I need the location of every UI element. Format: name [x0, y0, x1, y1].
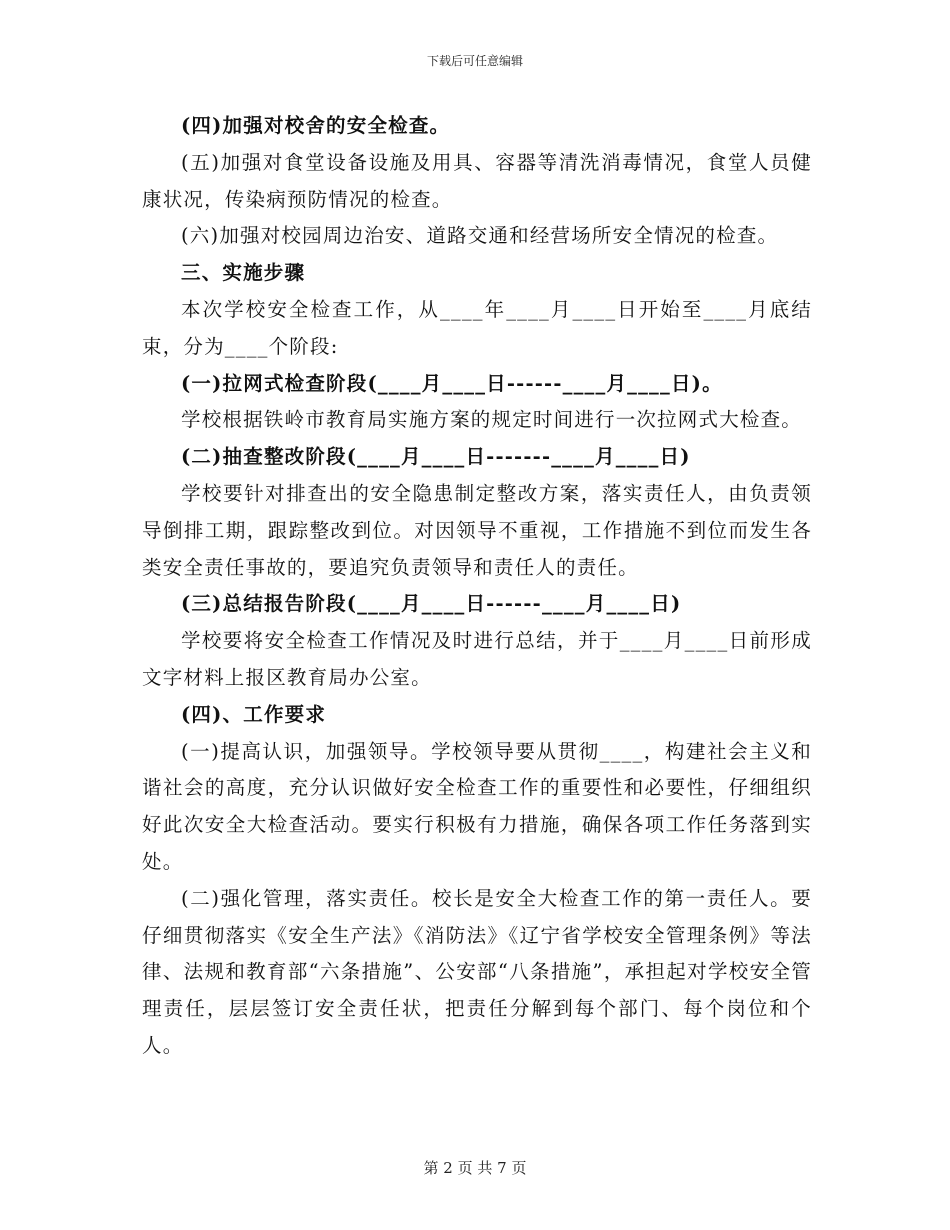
stage-heading-summary: (三)总结报告阶段(____月____日------____月____日) — [181, 592, 682, 616]
paragraph-inspection: 学校根据铁岭市教育局实施方案的规定时间进行一次拉网式大检查。 — [181, 408, 803, 432]
document-body — [142, 108, 812, 1065]
paragraph-awareness: (一)提高认识，加强领导。学校领导要从贯彻____，构建社会主义和谐社会的高度，充分认识做好安全检查工作的重要性和必要性，仔细组织好此次安全大检查活动。要实行积极有力措施，确保各项工作任务落到实处。 — [142, 739, 812, 873]
paragraph-summary: 学校要将安全检查工作情况及时进行总结，并于____月____日前形成文字材料上报区教育局办公室。 — [142, 629, 812, 689]
paragraph-management: (二)强化管理，落实责任。校长是安全大检查工作的第一责任人。要仔细贯彻落实《安全生产法》《消防法》《辽宁省学校安全管理条例》等法律、法规和教育部“六条措施”、公安部“八条措施”，承担起对学校安全管理责任，层层签订安全责任状，把责任分解到每个部门、每个岗位和个人。 — [142, 886, 812, 1057]
page-header: 下载后可任意编辑 — [426, 54, 523, 68]
stage-heading-inspection: (一)拉网式检查阶段(____月____日------____月____日)。 — [181, 371, 723, 395]
page-footer: 第 2 页 共 7 页 — [423, 1159, 527, 1177]
paragraph-rectification: 学校要针对排查出的安全隐患制定整改方案，落实责任人，由负责领导倒排工期，跟踪整改到位。对因领导不重视，工作措施不到位而发生各类安全责任事故的，要追究负责领导和责任人的责任。 — [142, 481, 812, 579]
section-heading-school-building: (四)加强对校舍的安全检查。 — [181, 114, 451, 137]
paragraph-canteen-check: (五)加强对食堂设备设施及用具、容器等清洗消毒情况，食堂人员健康状况，传染病预防情况的检查。 — [142, 150, 812, 211]
stage-heading-rectification: (二)抽查整改阶段(____月____日-------____月____日) — [181, 445, 691, 469]
paragraph-campus-surroundings: (六)加强对校园周边治安、道路交通和经营场所安全情况的检查。 — [181, 224, 779, 248]
section-heading-implementation-steps: 三、实施步骤 — [181, 261, 306, 285]
paragraph-schedule: 本次学校安全检查工作，从____年____月____日开始至____月底结束，分为____个阶段: — [142, 297, 812, 358]
section-heading-work-requirements: (四)、工作要求 — [181, 702, 327, 726]
